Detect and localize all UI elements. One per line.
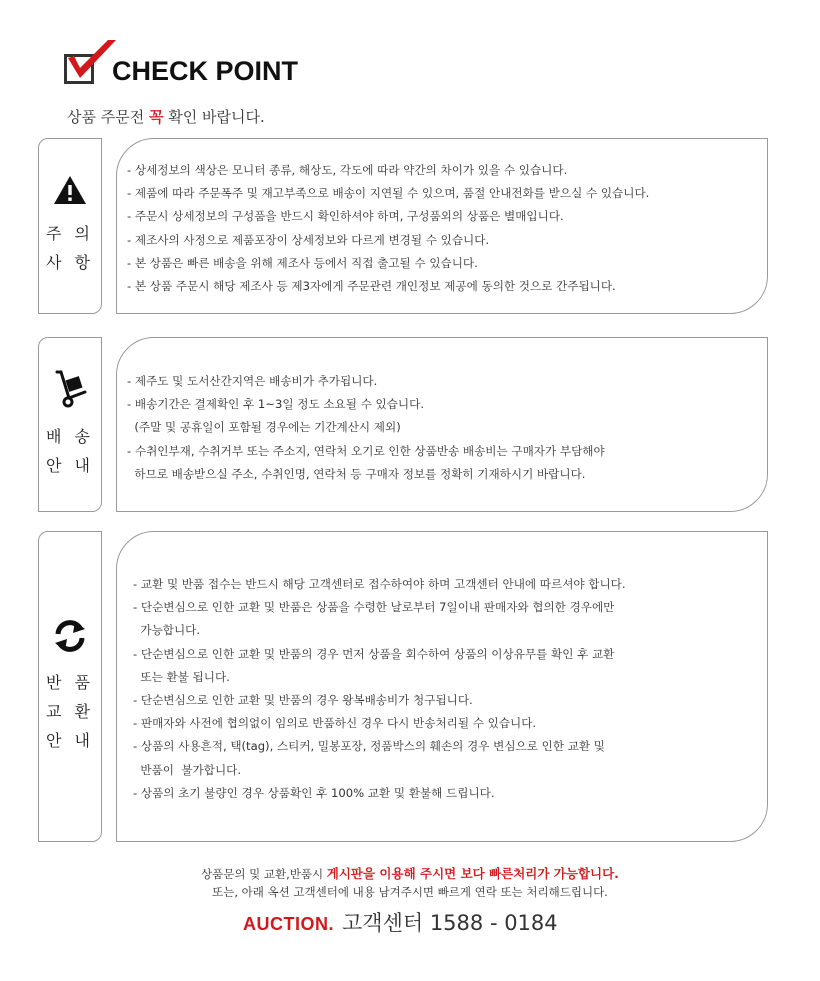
refresh-icon [52,618,88,654]
page-subtitle: 상품 주문전 꼭 확인 바랍니다. [67,108,265,126]
shipping-label-line1: 배 송 [46,426,94,446]
list-item: - 판매자와 사전에 협의없이 임의로 반품하신 경우 다시 반송처리될 수 있습니다. [133,716,537,731]
list-item: - 주문시 상세정보의 구성품을 반드시 확인하셔야 하며, 구성품외의 상품은 별매입니다. [127,209,564,224]
returns-list [133,573,626,805]
list-item: (주말 및 공휴일이 포함될 경우에는 기간계산시 제외) [127,420,401,435]
returns-label-panel [38,531,102,842]
returns-label-line1: 반 품 [46,673,94,692]
returns-box [116,531,768,842]
warning-icon [53,175,87,205]
list-item: - 상품의 초기 불량인 경우 상품확인 후 100% 교환 및 환불해 드립니다. [133,785,495,800]
list-item: - 제품에 따라 주문폭주 및 재고부족으로 배송이 지연될 수 있으며, 품절 안내전화를 받으실 수 있습니다. [127,186,650,201]
list-item: - 본 상품은 빠른 배송을 위해 제조사 등에서 직접 출고될 수 있습니다. [127,255,478,270]
list-item: 하므로 배송받으실 주소, 수취인명, 연락처 등 구매자 정보를 정확히 기재하시기 바랍니다. [127,466,586,481]
footer-notice-2: 또는, 아래 옥션 고객센터에 내용 남겨주시면 빠르게 연락 또는 처리해드립니다. [212,885,608,899]
customer-center-contact: 고객센터 1588 - 0184 [342,911,558,935]
auction-logo: AUCTION. [243,914,334,934]
shipping-box [116,337,768,512]
shipping-label-panel [38,337,102,512]
customer-center [243,907,558,937]
list-item: - 단순변심으로 인한 교환 및 반품은 상품을 수령한 날로부터 7일이내 판매자와 협의한 경우에만 [133,600,615,615]
caution-label-line2: 사 항 [46,253,94,272]
caution-label-panel [38,138,102,314]
list-item: - 제주도 및 도서산간지역은 배송비가 추가됩니다. [127,374,378,388]
list-item: - 상세정보의 색상은 모니터 종류, 해상도, 각도에 따라 약간의 차이가 있을 수 있습니다. [127,163,568,177]
hand-truck-icon [53,370,87,408]
footer-notice: 상품문의 및 교환,반품시 게시판을 이용해 주시면 보다 빠른처리가 가능합니다. [201,866,619,881]
list-item: 반품이 불가합니다. [133,762,242,777]
list-item: - 교환 및 반품 접수는 반드시 해당 고객센터로 접수하여야 하며 고객센터 안내에 따르셔야 합니다. [133,577,626,591]
list-item: - 단순변심으로 인한 교환 및 반품의 경우 먼저 상품을 회수하여 상품의 이상유무를 확인 후 교환 [133,646,615,661]
list-item: - 배송기간은 결제확인 후 1~3일 정도 소요될 수 있습니다. [127,397,425,412]
page-title: CHECK POINT [112,56,299,86]
list-item: 또는 환불 됩니다. [133,669,230,684]
list-item: - 상품의 사용흔적, 택(tag), 스티커, 밀봉포장, 정품박스의 훼손의 경우 변심으로 인한 교환 및 [133,739,605,754]
returns-label-line2: 교 환 [46,702,94,721]
header [60,44,460,134]
shipping-label-line2: 안 내 [46,455,94,475]
shipping-list [127,370,605,486]
caution-label-line1: 주 의 [46,224,94,243]
caution-box [116,138,768,314]
list-item: 가능합니다. [133,623,201,638]
list-item: - 단순변심으로 인한 교환 및 반품의 경우 왕복배송비가 청구됩니다. [133,692,473,707]
list-item: - 수취인부재, 수취거부 또는 주소지, 연락처 오기로 인한 상품반송 배송비는 구매자가 부담해야 [127,443,605,458]
caution-list [127,159,649,298]
returns-label-line3: 안 내 [46,731,94,750]
list-item: - 본 상품 주문시 해당 제조사 등 제3자에게 주문관련 개인정보 제공에 동의한 것으로 간주됩니다. [127,278,616,293]
list-item: - 제조사의 사정으로 제품포장이 상세정보와 다르게 변경될 수 있습니다. [127,232,490,247]
